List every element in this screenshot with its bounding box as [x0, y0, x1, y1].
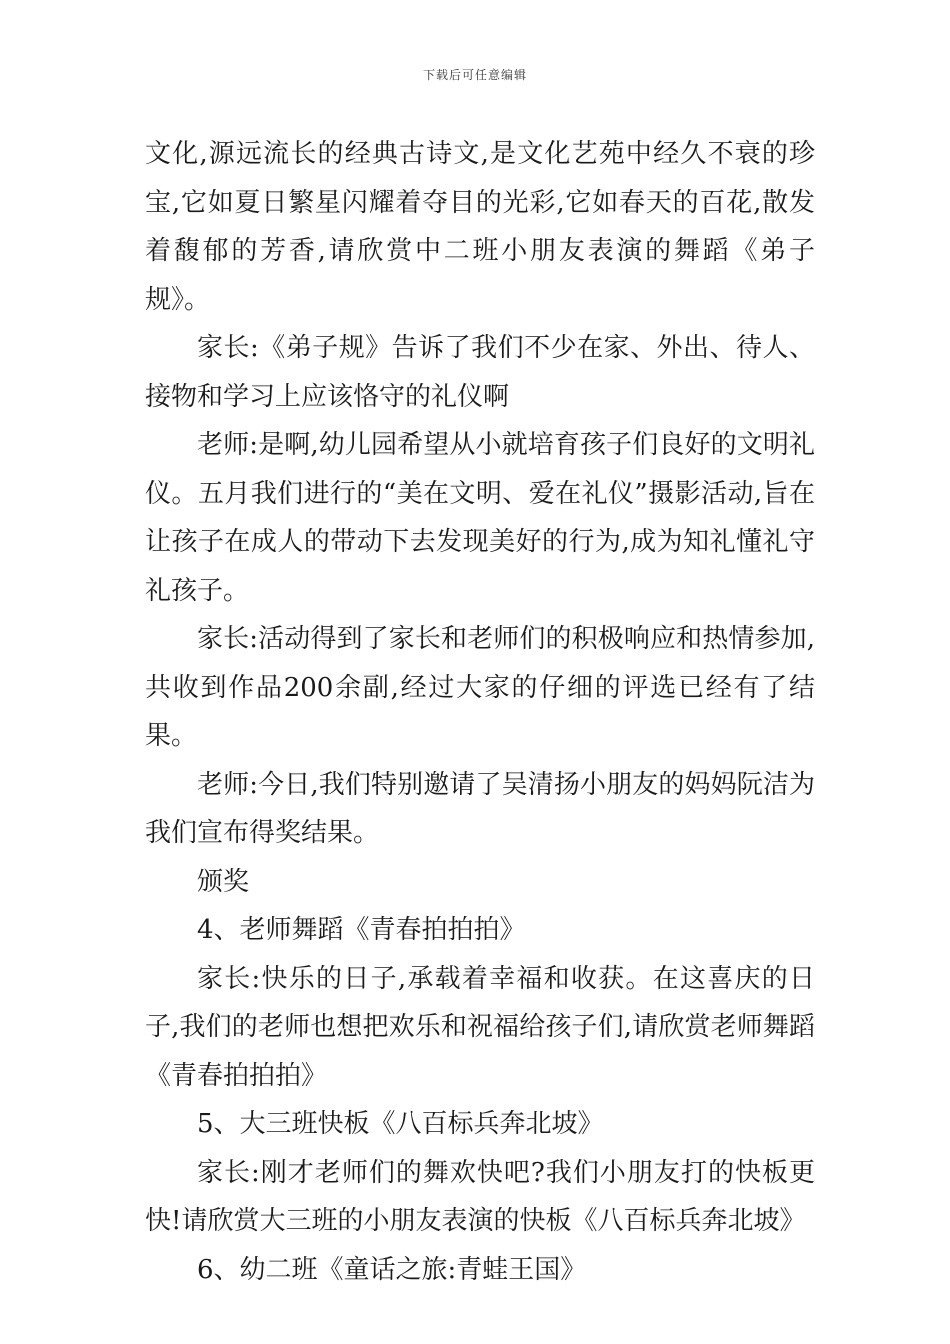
program-item-5: 5、大三班快板《八百标兵奔北坡》 [197, 1109, 604, 1139]
paragraph-teacher-invite: 老师:今日,我们特别邀请了吴清扬小朋友的妈妈阮洁为我们宣布得奖结果。 [145, 769, 815, 848]
document-body [145, 130, 815, 1294]
program-item-6: 6、幼二班《童话之旅:青蛙王国》 [197, 1254, 587, 1285]
paragraph-award: 颁奖 [197, 866, 250, 897]
page-header: 下载后可任意编辑 [422, 68, 527, 82]
paragraph-teacher-etiquette: 老师:是啊,幼儿园希望从小就培育孩子们良好的文明礼仪。五月我们进行的“美在文明、爱在礼仪”摄影活动,旨在让孩子在成人的带动下去发现美好的行为,成为知礼懂礼守礼孩子。 [145, 430, 815, 606]
paragraph-parent-teacher-dance: 家长:快乐的日子,承载着幸福和收获。在这喜庆的日子,我们的老师也想把欢乐和祝福给孩子们,请欣赏老师舞蹈《青春拍拍拍》 [145, 963, 815, 1091]
program-item-4: 4、老师舞蹈《青春拍拍拍》 [197, 915, 526, 945]
paragraph-intro: 文化,源远流长的经典古诗文,是文化艺苑中经久不衰的珍宝,它如夏日繁星闪耀着夺目的光彩,它如春天的百花,散发着馥郁的芳香,请欣赏中二班小朋友表演的舞蹈《弟子规》。 [145, 139, 815, 315]
paragraph-parent-activity: 家长:活动得到了家长和老师们的积极响应和热情参加,共收到作品200余副,经过大家的仔细的评选已经有了结果。 [145, 624, 815, 751]
paragraph-parent-kuaiban: 家长:刚才老师们的舞欢快吧?我们小朋友打的快板更快!请欣赏大三班的小朋友表演的快板《八百标兵奔北坡》 [145, 1157, 815, 1236]
paragraph-parent-dizigui: 家长:《弟子规》告诉了我们不少在家、外出、待人、接物和学习上应该恪守的礼仪啊 [145, 333, 815, 412]
